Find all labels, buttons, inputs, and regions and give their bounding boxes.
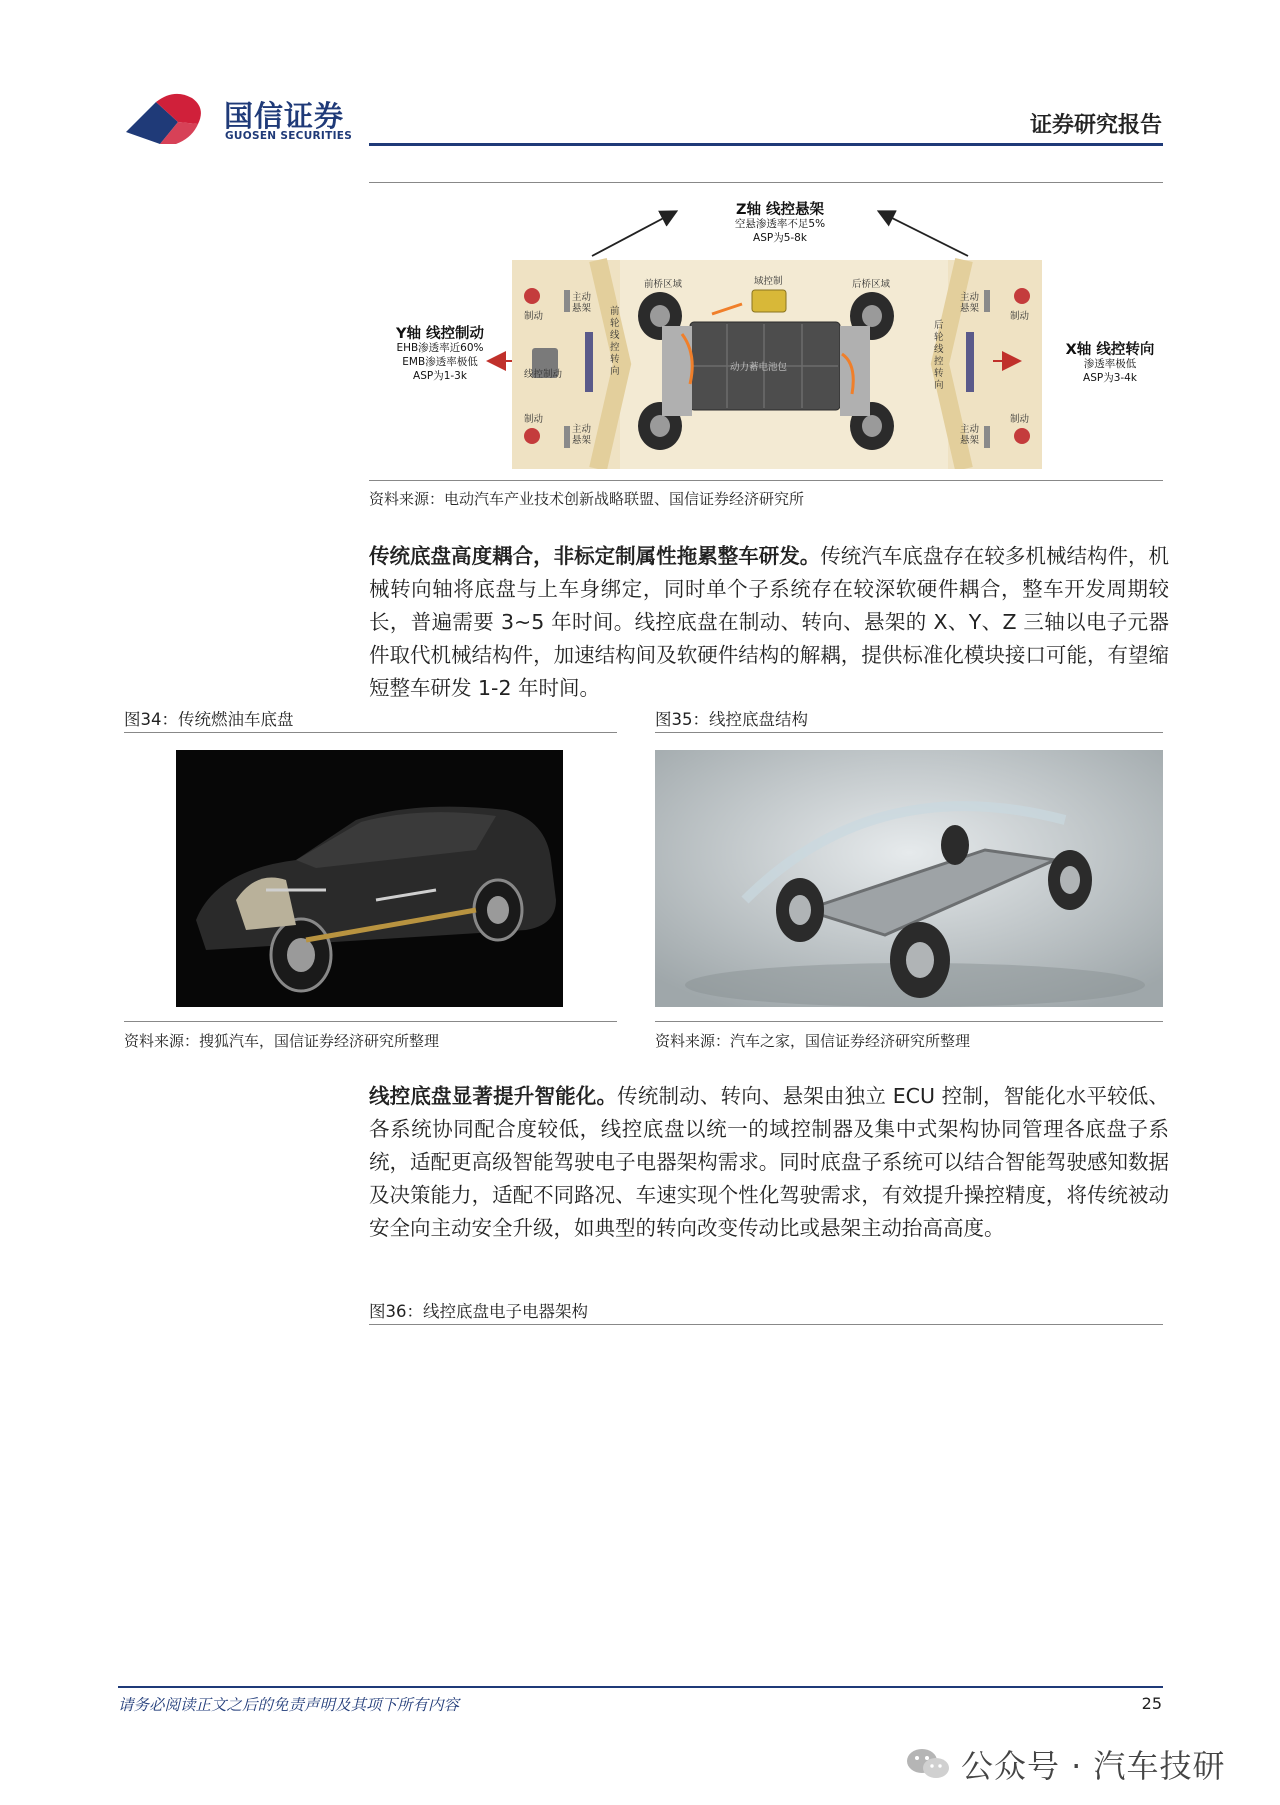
watermark-text: 公众号 · 汽车技研 bbox=[961, 1747, 1226, 1785]
svg-text:后: 后 bbox=[934, 320, 944, 331]
paragraph-2 bbox=[369, 1080, 1169, 1245]
y-axis-title: Y轴 线控制动 bbox=[395, 326, 485, 342]
battery-label: 动力蓄电池包 bbox=[730, 362, 788, 373]
company-name-cn: 国信证券 bbox=[224, 99, 345, 133]
svg-text:轮: 轮 bbox=[934, 332, 944, 343]
paragraph-1-body: 传统汽车底盘存在较多机械结构件，机械转向轴将底盘与上车身绑定，同时单个子系统存在较深软硬件耦合，整车开发周期较长，普遍需要 3~5 年时间。线控底盘在制动、转向、悬架的 X、Y、Z 三轴以电子元器件取代机械结构件，加速结构间及软硬件结构的解耦，提供标准化模块接口可能，有望缩短整车研发 1-2 年时间。 bbox=[369, 544, 1170, 700]
y-axis-line3: ASP为1-3k bbox=[413, 370, 467, 382]
paragraph-2-body: 传统制动、转向、悬架由独立 ECU 控制，智能化水平较低、各系统协同配合度较低，线控底盘以统一的域控制器及集中式架构协同管理各底盘子系统，适配更高级智能驾驶电子电器架构需求。同时底盘子系统可以结合智能驾驶感知数据及决策能力，适配不同路况、车速实现个性化驾驶需求，有效提升操控精度，将传统被动安全向主动安全升级，如典型的转向改变传动比或悬架主动抬高高度。 bbox=[369, 1084, 1169, 1240]
z-axis-title: Z轴 线控悬架 bbox=[735, 202, 825, 218]
svg-text:线: 线 bbox=[934, 344, 944, 355]
svg-text:悬架: 悬架 bbox=[960, 435, 980, 446]
footer-rule bbox=[118, 1686, 1163, 1688]
svg-text:悬架: 悬架 bbox=[572, 435, 592, 446]
svg-text:控: 控 bbox=[610, 342, 620, 353]
fig36-title-rule bbox=[369, 1324, 1163, 1325]
active-suspension-label-bl: 主动 bbox=[572, 424, 592, 435]
fig35-title-rule bbox=[655, 732, 1163, 733]
rear-axle-label: 后桥区域 bbox=[852, 279, 891, 290]
fig36-title: 图36：线控底盘电子电器架构 bbox=[369, 1302, 588, 1321]
y-axis-line1: EHB渗透率近60% bbox=[396, 342, 484, 354]
x-axis-line2: ASP为3-4k bbox=[1083, 372, 1137, 384]
wire-brake-label: 线控制动 bbox=[524, 369, 563, 380]
svg-text:轮: 轮 bbox=[610, 318, 620, 329]
report-type: 证券研究报告 bbox=[1029, 113, 1162, 138]
y-axis-line2: EMB渗透率极低 bbox=[402, 356, 478, 368]
active-suspension-label-br: 主动 bbox=[960, 424, 980, 435]
domain-control-label: 域控制 bbox=[754, 276, 783, 287]
ice-chassis-photo bbox=[176, 750, 563, 1007]
wechat-icon bbox=[905, 1746, 951, 1782]
x-axis-line1: 渗透率极低 bbox=[1083, 358, 1137, 370]
svg-text:前: 前 bbox=[610, 306, 620, 317]
wechat-watermark bbox=[905, 1744, 1226, 1784]
svg-text:向: 向 bbox=[610, 366, 620, 377]
svg-text:线: 线 bbox=[610, 330, 620, 341]
svg-text:向: 向 bbox=[934, 380, 944, 391]
brake-label-br: 制动 bbox=[1010, 414, 1030, 425]
company-logo bbox=[126, 92, 356, 152]
brake-label-tr: 制动 bbox=[1010, 311, 1030, 322]
z-axis-line2: ASP为5-8k bbox=[753, 232, 807, 244]
fig35-photo bbox=[655, 750, 1163, 1007]
svg-text:悬架: 悬架 bbox=[960, 303, 980, 314]
fig34-photo bbox=[176, 750, 563, 1007]
fig35-source: 资料来源：汽车之家，国信证券经济研究所整理 bbox=[655, 1032, 971, 1050]
svg-text:悬架: 悬架 bbox=[572, 303, 592, 314]
wire-chassis-photo bbox=[655, 750, 1163, 1007]
fig33-bottom-rule bbox=[369, 480, 1163, 481]
z-axis-label bbox=[680, 203, 880, 245]
y-axis-label bbox=[360, 327, 520, 383]
brake-label-tl: 制动 bbox=[524, 311, 544, 322]
paragraph-2-lead: 线控底盘显著提升智能化。 bbox=[369, 1084, 618, 1108]
x-axis-label bbox=[1030, 343, 1190, 385]
active-suspension-label-tl: 主动 bbox=[572, 292, 592, 303]
paragraph-1-lead: 传统底盘高度耦合，非标定制属性拖累整车研发。 bbox=[369, 544, 821, 568]
fig34-source: 资料来源：搜狐汽车，国信证券经济研究所整理 bbox=[124, 1032, 440, 1050]
fig35-bottom-rule bbox=[655, 1021, 1163, 1022]
paragraph-1 bbox=[369, 540, 1169, 705]
guosen-logo-mark-icon bbox=[126, 92, 218, 150]
fig34-title: 图34：传统燃油车底盘 bbox=[124, 710, 294, 729]
svg-text:转: 转 bbox=[934, 368, 944, 379]
svg-text:控: 控 bbox=[934, 356, 944, 367]
x-axis-title: X轴 线控转向 bbox=[1065, 342, 1155, 358]
fig34-bottom-rule bbox=[124, 1021, 617, 1022]
z-axis-line1: 空悬渗透率不足5% bbox=[734, 218, 826, 230]
svg-text:转: 转 bbox=[610, 354, 620, 365]
page-number: 25 bbox=[1141, 1694, 1162, 1713]
fig33-source: 资料来源：电动汽车产业技术创新战略联盟、国信证券经济研究所 bbox=[369, 490, 805, 508]
front-axle-label: 前桥区域 bbox=[644, 279, 683, 290]
header-rule bbox=[369, 143, 1163, 146]
fig33-top-rule bbox=[369, 182, 1163, 183]
fig35-title: 图35：线控底盘结构 bbox=[655, 710, 808, 729]
company-name-en: GUOSEN SECURITIES bbox=[225, 130, 353, 142]
brake-label-bl: 制动 bbox=[524, 414, 544, 425]
active-suspension-label-tr: 主动 bbox=[960, 292, 980, 303]
fig34-title-rule bbox=[124, 732, 617, 733]
disclaimer: 请务必阅读正文之后的免责声明及其项下所有内容 bbox=[118, 1696, 460, 1714]
